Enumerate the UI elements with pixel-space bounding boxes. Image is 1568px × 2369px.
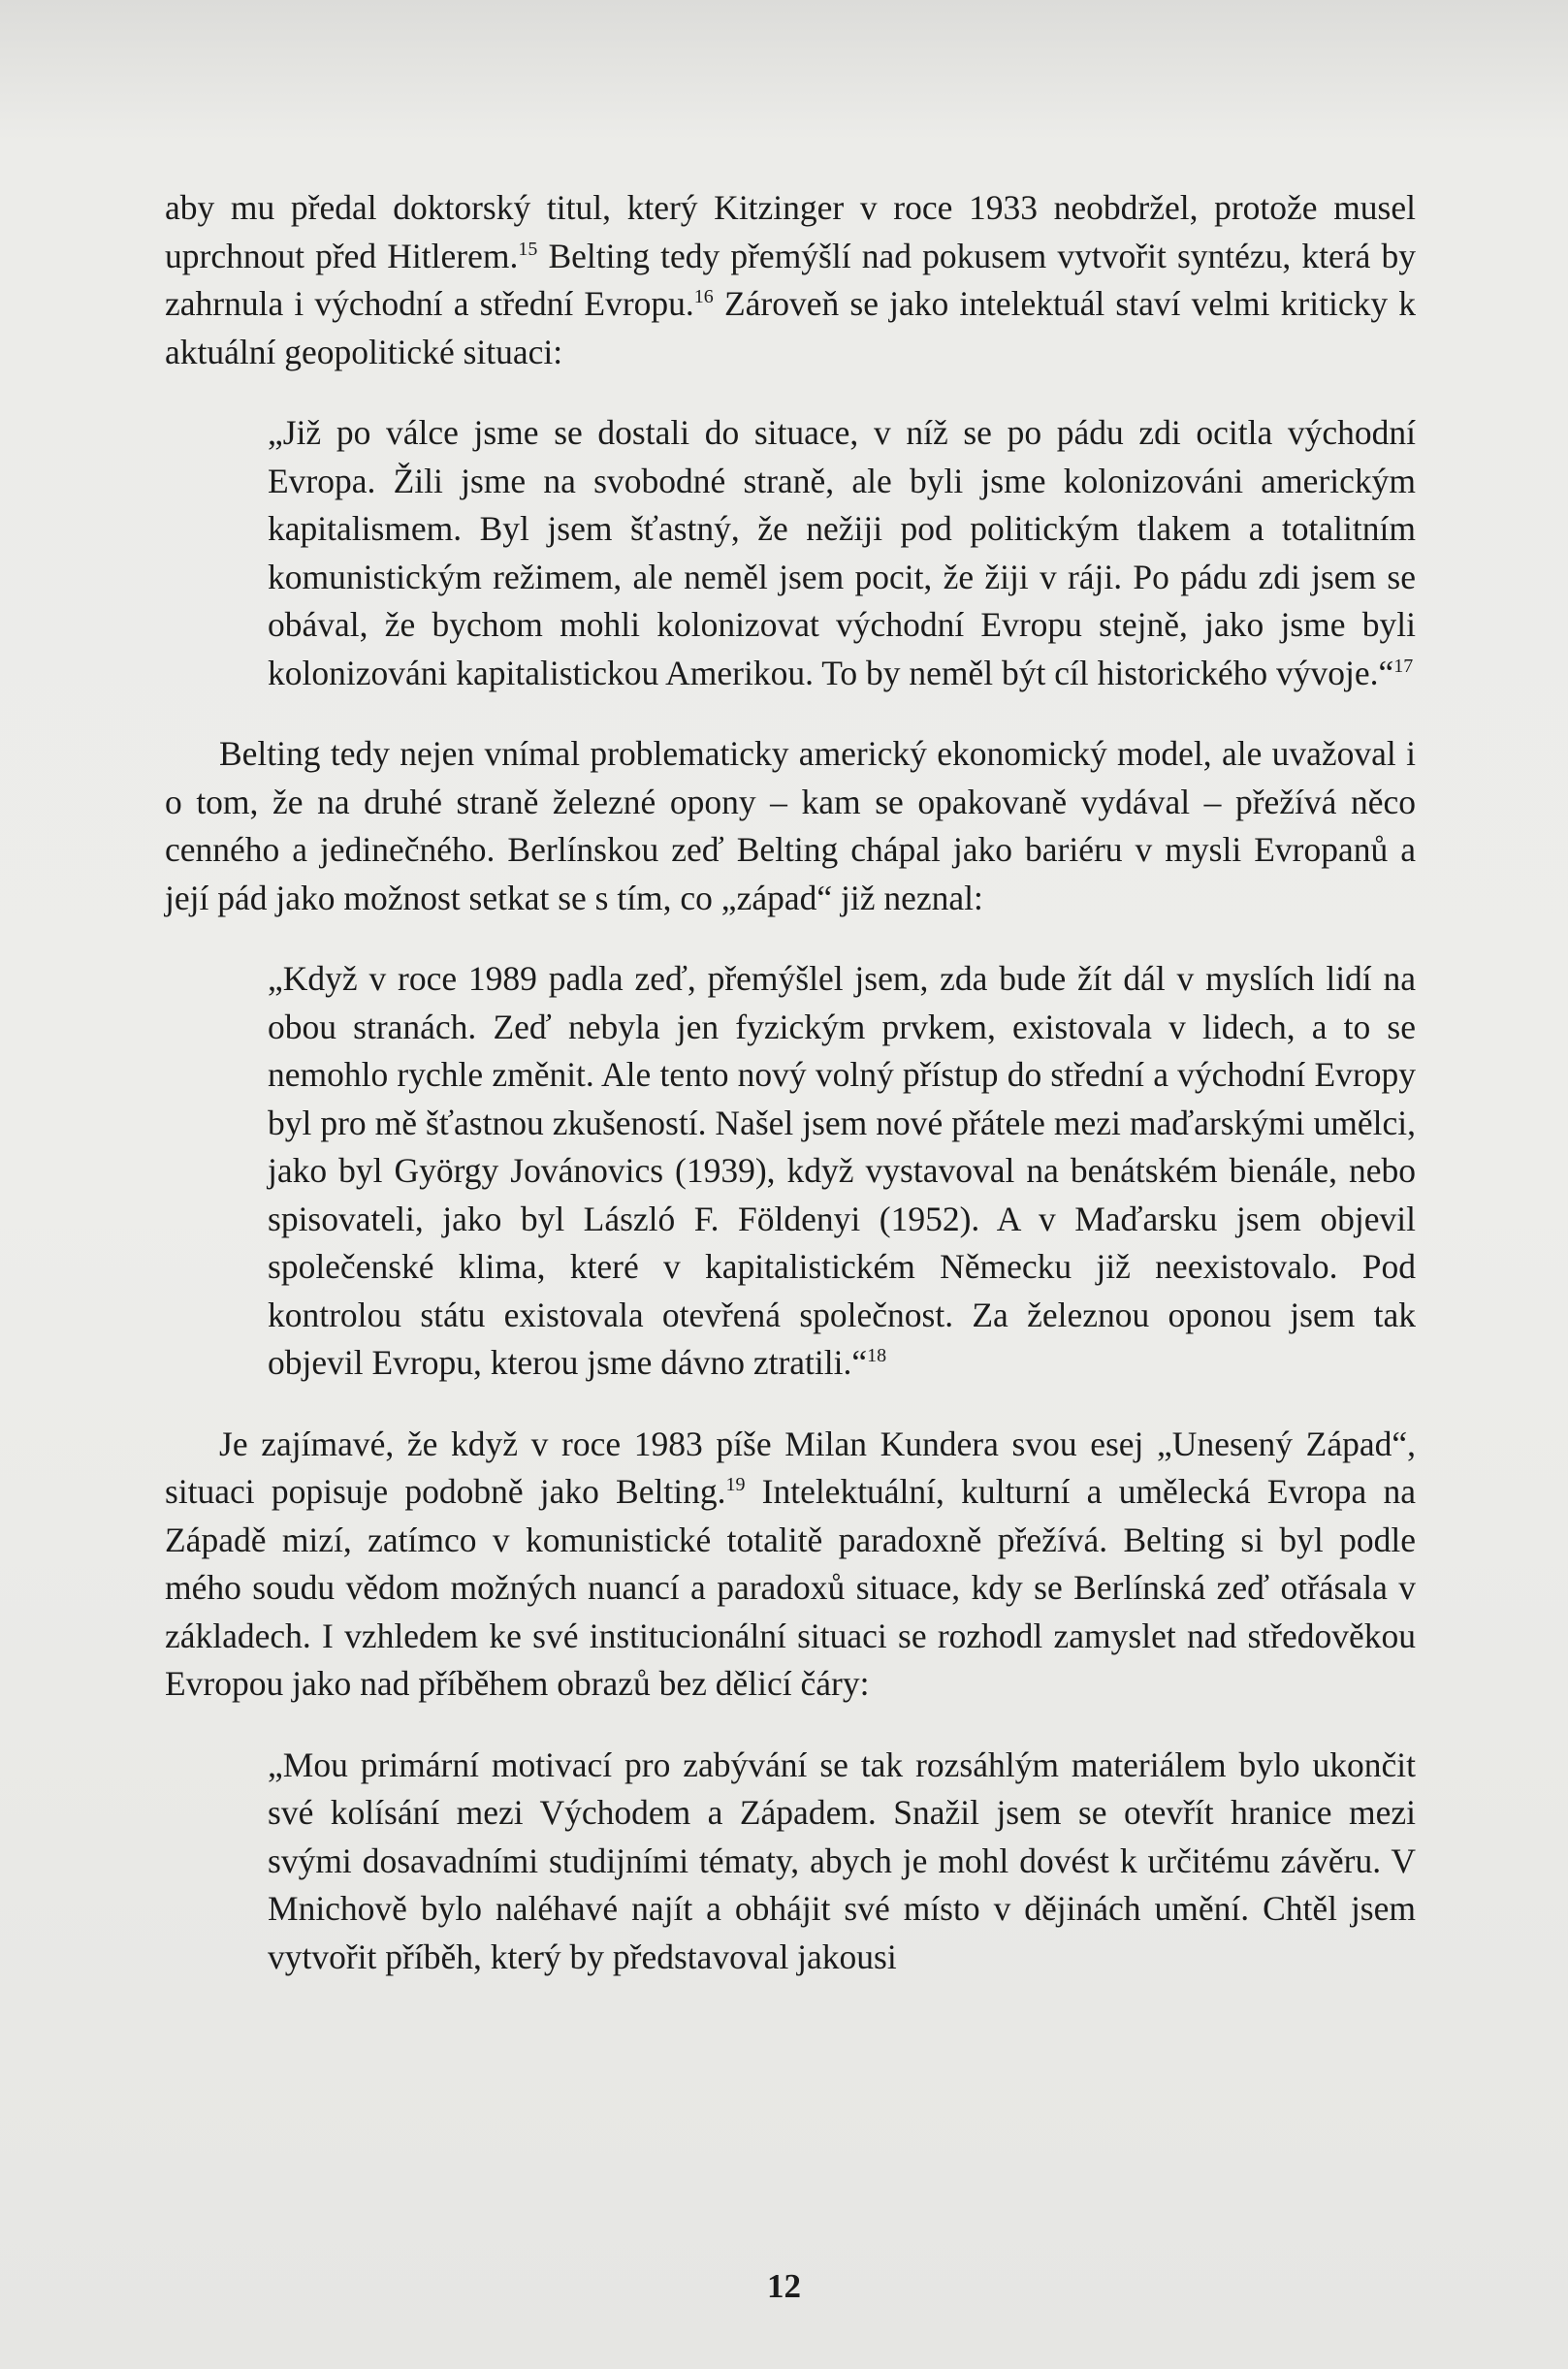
text-run: Je zajímavé, že když v roce 1983 píše Milan Kundera svou esej „Unesený Západ“, situaci popisuje podobně jako Belting.: [165, 1424, 1416, 1511]
text-run: Belting tedy nejen vnímal problematicky americký ekonomický model, ale uvažoval i o tom, že na druhé straně železné opony – kam se opakovaně vydával – přežívá něco cenného a jedinečného. Berlínskou zeď Belting chápal jako bariéru v mysli Evropanů a její pád jako možnost setkat se s tím, co „západ“ již neznal:: [165, 734, 1416, 917]
text-run: Belting tedy přemýšlí nad pokusem vytvořit syntézu, která by zahrnula i východní a střední Evropu.: [165, 236, 1416, 323]
footnote-ref: 15: [518, 238, 538, 260]
block-quote: [268, 409, 1416, 697]
block-quote: [268, 955, 1416, 1388]
text-run: „Mou primární motivací pro zabývání se tak rozsáhlým materiálem bylo ukončit své kolísání mezi Východem a Západem. Snažil jsem se otevřít hranice mezi svými dosavadními studijními tématy, abych je mohl dovést k určitému závěru. V Mnichově bylo naléhavé najít a obhájit své místo v dějinách umění. Chtěl jsem vytvořit příběh, který by představoval jakousi: [268, 1745, 1416, 1976]
text-run: Zároveň se jako intelektuál staví velmi kriticky k aktuální geopolitické situaci:: [165, 284, 1417, 371]
body-paragraph: [165, 730, 1416, 922]
body-paragraph: [165, 1421, 1416, 1709]
text-block: [165, 184, 1416, 2014]
body-paragraph: [165, 184, 1416, 376]
text-run: Intelektuální, kulturní a umělecká Evropa na Západě mizí, zatímco v komunistické totalitě paradoxně přežívá. Belting si byl podle mého soudu vědom možných nuancí a paradoxů situace, kdy se Berlínská zeď otřásala v základech. I vzhledem ke své institucionální situaci se rozhodl zamyslet nad středověkou Evropou jako nad příběhem obrazů bez dělicí čáry:: [165, 1472, 1416, 1703]
block-quote: [268, 1742, 1416, 1982]
footnote-ref: 17: [1393, 655, 1414, 677]
footnote-ref: 19: [725, 1474, 746, 1496]
text-run: aby mu předal doktorský titul, který Kitzinger v roce 1933 neobdržel, protože musel uprchnout před Hitlerem.: [165, 188, 1416, 275]
text-run: „Když v roce 1989 padla zeď, přemýšlel jsem, zda bude žít dál v myslích lidí na obou stranách. Zeď nebyla jen fyzickým prvkem, existovala v lidech, a to se nemohlo rychle změnit. Ale tento nový volný přístup do střední a východní Evropy byl pro mě šťastnou zkušeností. Našel jsem nové přátele mezi maďarskými umělci, jako byl György Jovánovics (1939), když vystavoval na benátském bienále, nebo spisovateli, jako byl László F. Földenyi (1952). A v Maďarsku jsem objevil společenské klima, které v kapitalistickém Německu již neexistovalo. Pod kontrolou státu existovala otevřená společnost. Za železnou oponou jsem tak objevil Evropu, kterou jsme dávno ztratili.“: [268, 959, 1416, 1382]
text-run: „Již po válce jsme se dostali do situace, v níž se po pádu zdi ocitla východní Evropa. Žili jsme na svobodné straně, ale byli jsme kolonizováni americkým kapitalismem. Byl jsem šťastný, že nežiji pod politickým tlakem a totalitním komunistickým režimem, ale neměl jsem pocit, že žiji v ráji. Po pádu zdi jsem se obával, že bychom mohli kolonizovat východní Evropu stejně, jako jsme byli kolonizováni kapitalistickou Amerikou. To by neměl být cíl historického vývoje.“: [268, 413, 1416, 692]
footnote-ref: 16: [693, 286, 714, 308]
footnote-ref: 18: [867, 1345, 887, 1367]
page-number: 12: [767, 2267, 801, 2305]
